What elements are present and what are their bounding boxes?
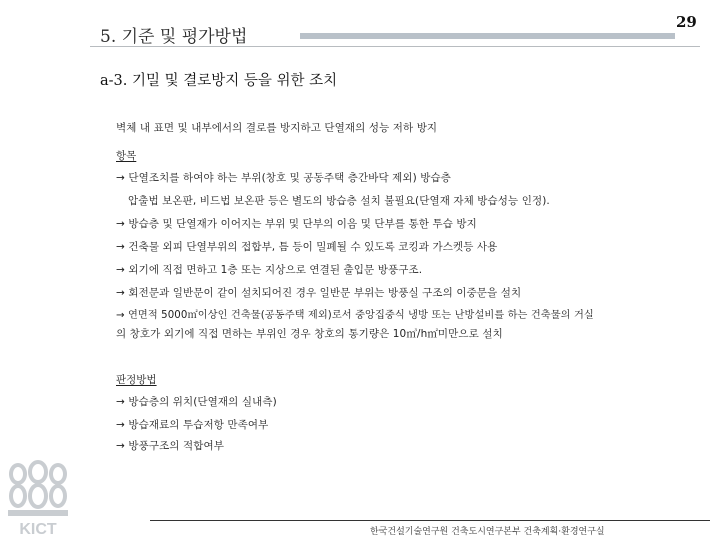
method-item: → 방습층의 위치(단열재의 실내측) xyxy=(116,396,277,408)
section-title: 5. 기준 및 평가방법 xyxy=(100,27,248,47)
list-item: → 연면적 5000㎡이상인 건축물(공동주택 제외)로서 중앙집중식 냉방 또는 난방설비를 하는 건축물의 거실 xyxy=(116,310,594,321)
list-item: → 단열조치를 하여야 하는 부위(창호 및 공동주택 층간바닥 제외) 방습층 xyxy=(116,172,452,184)
intro-text: 벽체 내 표면 및 내부에서의 결로를 방지하고 단열재의 성능 저하 방지 xyxy=(116,122,438,134)
method-item: → 방풍구조의 적합여부 xyxy=(116,440,224,452)
logo-text: KICT xyxy=(19,521,57,538)
footer-divider xyxy=(150,520,710,521)
method-item: → 방습재료의 투습저항 만족여부 xyxy=(116,419,269,431)
subsection-title: a-3. 기밀 및 결로방지 등을 위한 조치 xyxy=(100,73,338,89)
kict-logo xyxy=(6,460,70,538)
list-item: → 외기에 직접 면하고 1층 또는 지상으로 연결된 출입문 방풍구조. xyxy=(116,264,423,276)
list-item: → 회전문과 일반문이 같이 설치되어진 경우 일반문 부위는 방풍실 구조의 이중문을 설치 xyxy=(116,287,522,299)
list-item: → 건축물 외피 단열부위의 접합부, 틈 등이 밀폐될 수 있도록 코킹과 가스켓등 사용 xyxy=(116,241,498,253)
page-number: 29 xyxy=(676,13,697,31)
method-label: 판정방법 xyxy=(116,374,157,386)
list-item: 의 창호가 외기에 직접 면하는 부위인 경우 창호의 통기량은 10㎥/h㎡미만으로 설치 xyxy=(116,328,503,340)
header-accent-bar xyxy=(300,33,675,39)
footer-text: 한국건설기술연구원 건축도시연구본부 건축계획·환경연구실 xyxy=(370,527,605,537)
list-item: → 방습층 및 단열재가 이어지는 부위 및 단부의 이음 및 단부를 통한 투습 방지 xyxy=(116,218,477,230)
items-label: 항목 xyxy=(116,150,137,162)
list-item: 압출법 보온판, 비드법 보온판 등은 별도의 방습층 설치 불필요(단열재 자체 방습성능 인정). xyxy=(128,195,550,207)
